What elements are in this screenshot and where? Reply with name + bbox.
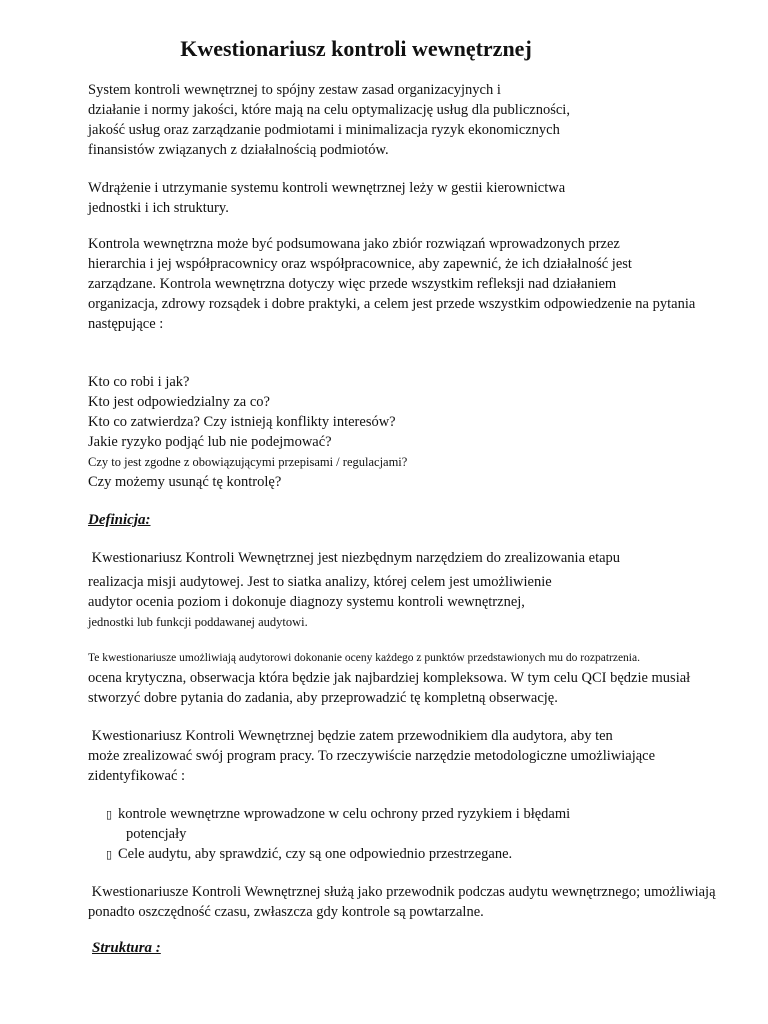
text-line: następujące :: [88, 316, 164, 332]
question-item: Jakie ryzyko podjąć lub nie podejmować?: [88, 434, 332, 450]
question-item: Kto co zatwierdza? Czy istnieją konflikty interesów?: [88, 414, 396, 430]
text-line: działanie i normy jakości, które mają na celu optymalizację usług dla publiczności,: [88, 102, 570, 118]
control-paragraph: [88, 234, 768, 334]
bullet-item: [106, 804, 768, 824]
bullet-icon: ▯: [106, 809, 113, 821]
text-line: jednostki lub funkcji poddawanej audytowi.: [88, 615, 308, 629]
bullet-text: Cele audytu, aby sprawdzić, czy są one odpowiednio przestrzegane.: [118, 846, 513, 862]
bullet-continuation: potencjały: [126, 826, 187, 842]
usage-paragraph: [88, 882, 768, 922]
text-line: Kwestionariusze Kontroli Wewnętrznej służą jako przewodnik podczas audytu wewnętrznego; umożliwiają: [88, 884, 716, 900]
text-line: realizacja misji audytowej. Jest to siatka analizy, której celem jest umożliwienie: [88, 574, 552, 590]
text-line: jakość usług oraz zarządzanie podmiotami i minimalizacja ryzyk ekonomicznych: [88, 122, 560, 138]
text-line: Wdrążenie i utrzymanie systemu kontroli wewnętrznej leży w gestii kierownictwa: [88, 180, 566, 196]
text-line: ponadto oszczędność czasu, zwłaszcza gdy kontrole są powtarzalne.: [88, 904, 484, 920]
bullet-icon: ▯: [106, 849, 113, 861]
text-line: Kwestionariusz Kontroli Wewnętrznej jest niezbędnym narzędziem do zrealizowania etapu: [88, 550, 621, 566]
questions-list: [88, 372, 768, 492]
assessment-paragraph: [88, 648, 768, 708]
text-line: ocena krytyczna, obserwacja która będzie jak najbardziej kompleksowa. W tym celu QCI będzie musiał: [88, 670, 691, 686]
identify-bullet-list: [106, 804, 768, 864]
text-line: System kontroli wewnętrznej to spójny zestaw zasad organizacyjnych i: [88, 82, 501, 98]
bullet-text: kontrole wewnętrzne wprowadzone w celu ochrony przed ryzykiem i błędami: [118, 806, 571, 822]
implementation-paragraph: [88, 178, 768, 218]
text-line: organizacja, zdrowy rozsądek i dobre praktyki, a celem jest przede wszystkim odpowiedzenie na pytania: [88, 296, 696, 312]
text-line: finansistów związanych z działalnością podmiotów.: [88, 142, 389, 158]
text-line: zarządzane. Kontrola wewnętrzna dotyczy więc przede wszystkim refleksji nad działaniem: [88, 276, 617, 292]
definition-paragraph: [88, 548, 768, 632]
definition-heading: Definicja:: [88, 512, 151, 528]
document-title: Kwestionariusz kontroli wewnętrznej: [180, 36, 532, 61]
bullet-item: [106, 844, 768, 864]
text-line: Kwestionariusz Kontroli Wewnętrznej będzie zatem przewodnikiem dla audytora, aby ten: [88, 728, 613, 744]
text-line: Kontrola wewnętrzna może być podsumowana jako zbiór rozwiązań wprowadzonych przez: [88, 236, 620, 252]
question-item: Czy to jest zgodne z obowiązującymi przepisami / regulacjami?: [88, 455, 408, 469]
question-item: Czy możemy usunąć tę kontrolę?: [88, 474, 282, 490]
text-line: stworzyć dobre pytania do zadania, aby przeprowadzić tę kompletną obserwację.: [88, 690, 558, 706]
text-line: audytor ocenia poziom i dokonuje diagnozy systemu kontroli wewnętrznej,: [88, 594, 525, 610]
text-line: hierarchia i jej współpracownicy oraz współpracownice, aby zapewnić, że ich działalność jest: [88, 256, 632, 272]
structure-heading: Struktura :: [92, 940, 161, 956]
guide-paragraph: [88, 726, 768, 786]
intro-paragraph: [88, 80, 768, 160]
text-line: jednostki i ich struktury.: [88, 200, 229, 216]
text-line: Te kwestionariusze umożliwiają audytorowi dokonanie oceny każdego z punktów przedstawionych mu do rozpatrzenia.: [88, 652, 640, 664]
question-item: Kto co robi i jak?: [88, 374, 190, 390]
text-line: zidentyfikować :: [88, 768, 186, 784]
text-line: może zrealizować swój program pracy. To rzeczywiście narzędzie metodologiczne umożliwiające: [88, 748, 656, 764]
question-item: Kto jest odpowiedzialny za co?: [88, 394, 270, 410]
